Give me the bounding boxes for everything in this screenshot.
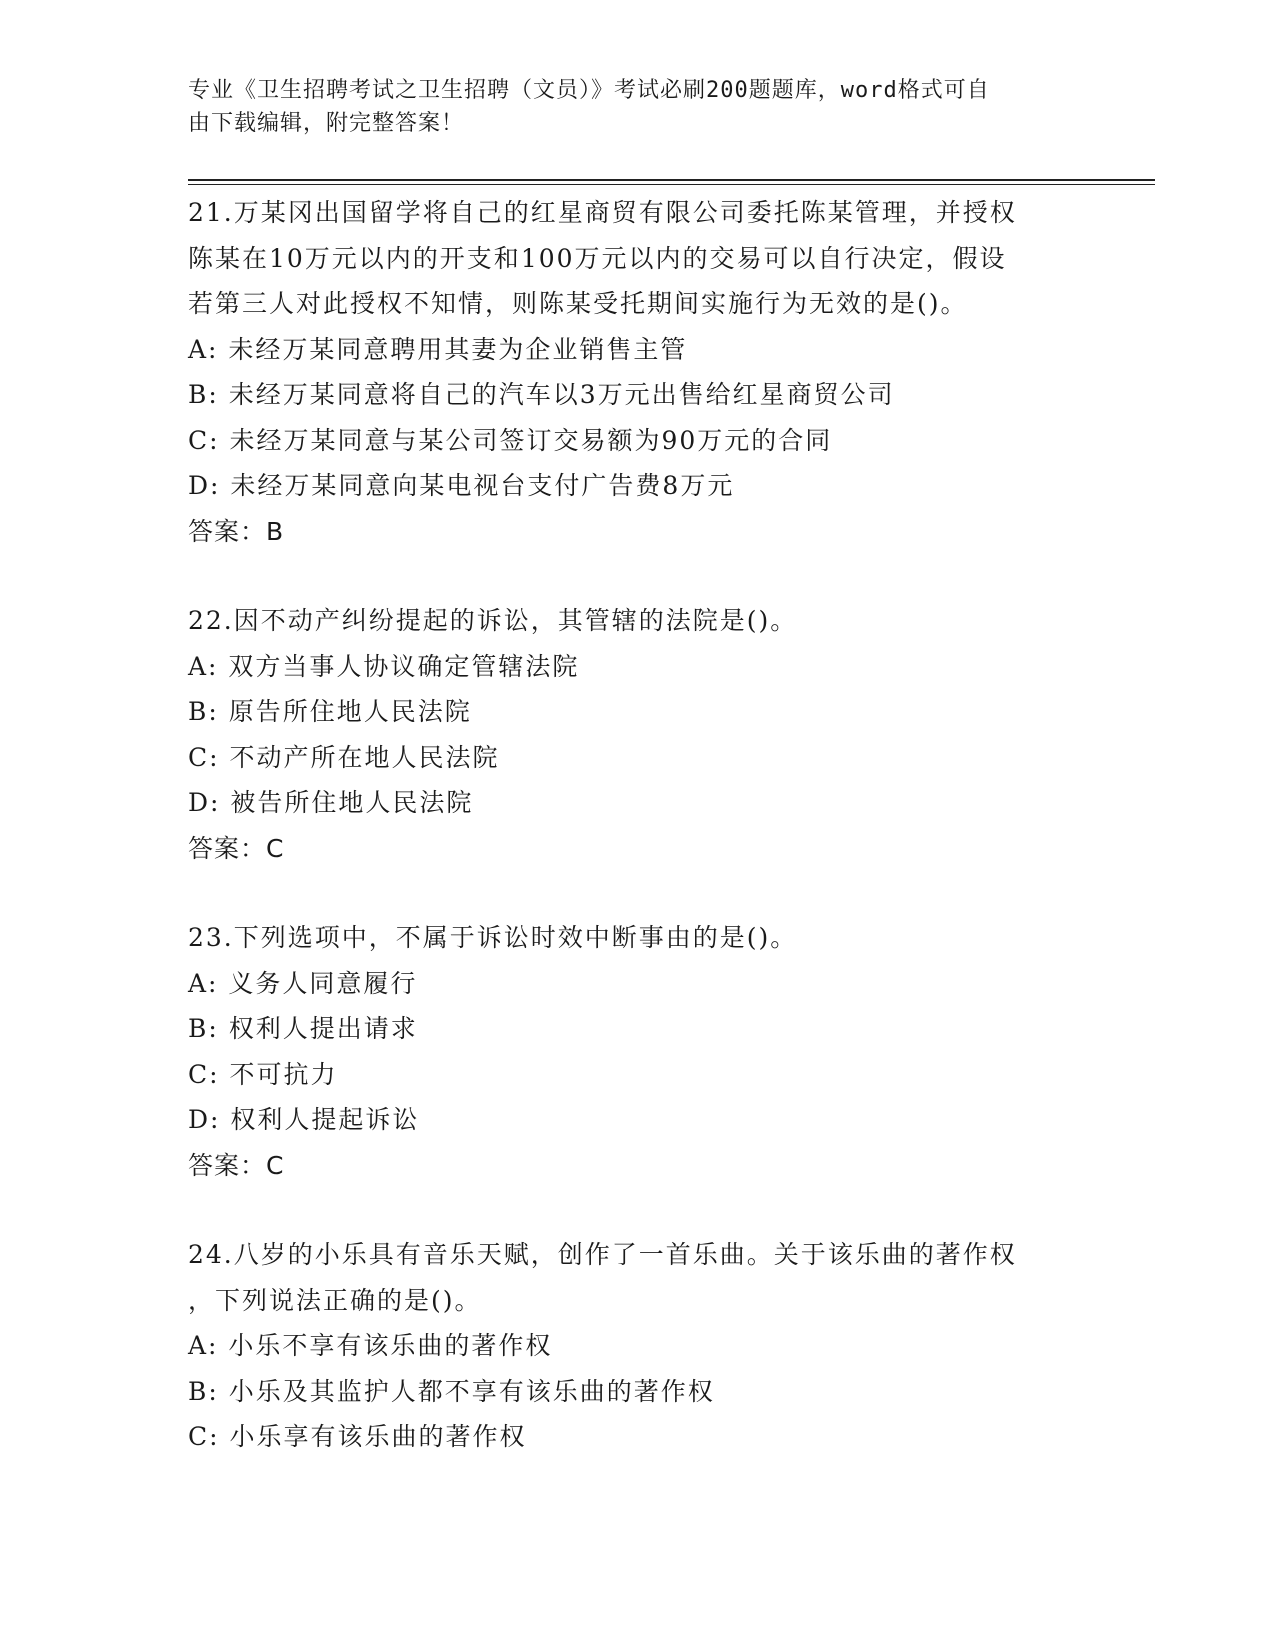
question-stem-line: 若第三人对此授权不知情，则陈某受托期间实施行为无效的是()。	[188, 289, 968, 318]
header-divider-thick	[188, 179, 1155, 181]
option-d: D: 未经万某同意向某电视台支付广告费8万元	[188, 471, 735, 500]
option-c: C: 不动产所在地人民法院	[188, 742, 500, 772]
question-stem-line: 陈某在10万元以内的开支和100万元以内的交易可以自行决定，假设	[188, 243, 1007, 273]
answer-line: 答案：B	[188, 516, 285, 546]
option-b: B: 权利人提出请求	[188, 1014, 418, 1043]
question-21	[188, 190, 1088, 554]
option-b: B: 原告所住地人民法院	[188, 697, 472, 726]
question-24	[188, 1232, 1088, 1460]
option-a: A: 未经万某同意聘用其妻为企业销售主管	[188, 334, 688, 364]
header-divider-thin	[188, 184, 1155, 185]
question-list	[188, 190, 1088, 1504]
question-stem-line: 23.下列选项中，不属于诉讼时效中断事由的是()。	[188, 923, 798, 952]
answer-line: 答案：C	[188, 833, 285, 863]
option-c: C: 未经万某同意与某公司签订交易额为90万元的合同	[188, 425, 833, 455]
option-c: C: 小乐享有该乐曲的著作权	[188, 1422, 527, 1451]
option-d: D: 被告所住地人民法院	[188, 788, 474, 817]
header-line-2: 由下载编辑，附完整答案！	[188, 111, 465, 136]
option-a: A: 双方当事人协议确定管辖法院	[188, 651, 580, 681]
option-c: C: 不可抗力	[188, 1059, 338, 1089]
option-a: A: 义务人同意履行	[188, 968, 418, 998]
question-stem-line: 22.因不动产纠纷提起的诉讼，其管辖的法院是()。	[188, 606, 798, 635]
question-stem-line: 24.八岁的小乐具有音乐天赋，创作了一首乐曲。关于该乐曲的著作权	[188, 1240, 1017, 1269]
document-header	[188, 74, 1068, 140]
header-line-1: 专业《卫生招聘考试之卫生招聘（文员）》考试必刷200题题库，word格式可自	[188, 78, 990, 103]
question-22	[188, 598, 1088, 871]
option-d: D: 权利人提起诉讼	[188, 1105, 420, 1134]
question-stem-line: ，下列说法正确的是()。	[188, 1285, 482, 1315]
answer-line: 答案：C	[188, 1150, 285, 1180]
question-stem-line: 21.万某冈出国留学将自己的红星商贸有限公司委托陈某管理，并授权	[188, 198, 1017, 227]
option-b: B: 小乐及其监护人都不享有该乐曲的著作权	[188, 1376, 715, 1406]
option-b: B: 未经万某同意将自己的汽车以3万元出售给红星商贸公司	[188, 380, 895, 409]
question-23	[188, 915, 1088, 1188]
option-a: A: 小乐不享有该乐曲的著作权	[188, 1331, 553, 1360]
